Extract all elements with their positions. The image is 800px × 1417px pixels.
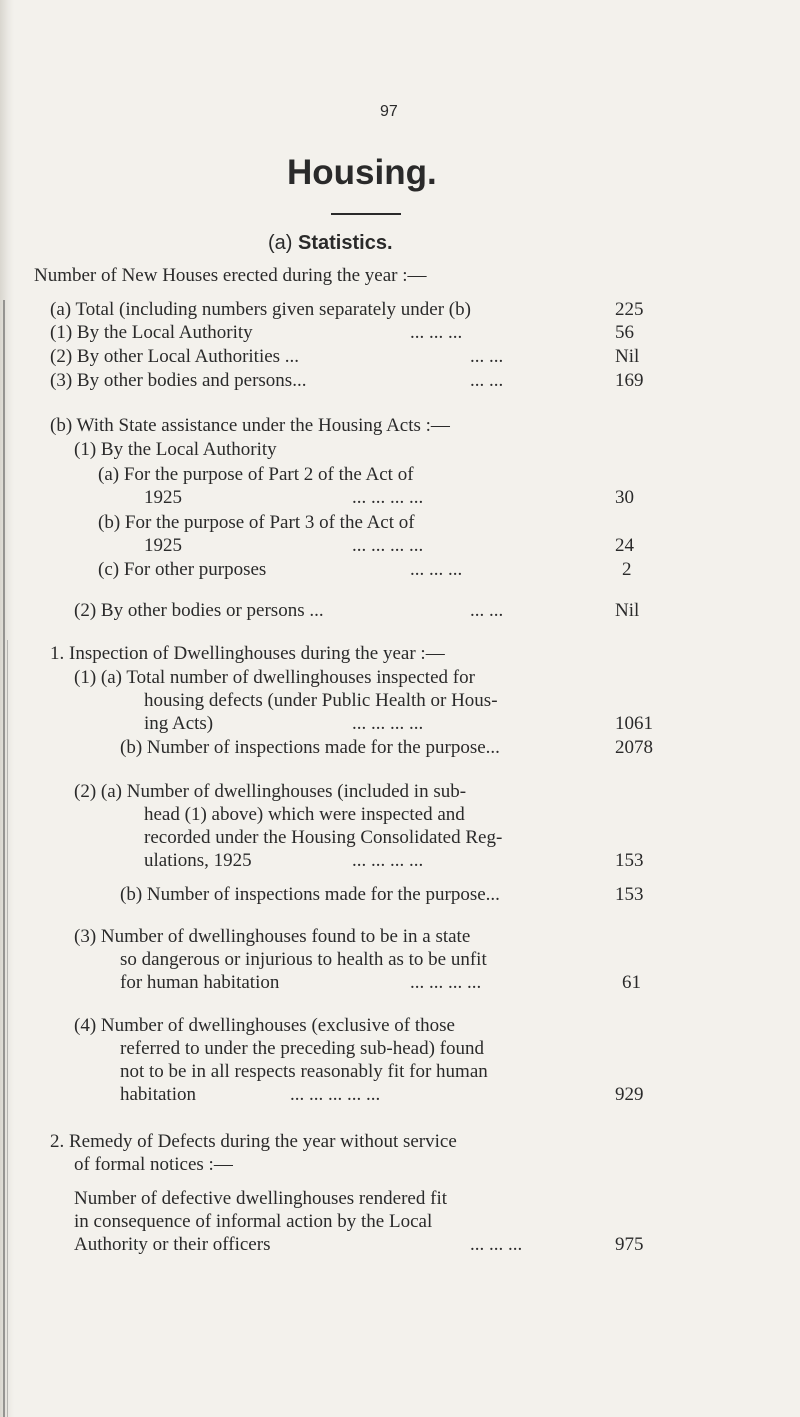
- inspection-value: 153: [615, 850, 644, 871]
- inspection-line: habitation: [120, 1084, 196, 1105]
- item-label: (2) By other Local Authorities ...: [50, 346, 300, 367]
- dot-leader: ... ... ...: [470, 1234, 523, 1255]
- inspection-line: (2) (a) Number of dwellinghouses (included in sub-: [74, 781, 467, 802]
- dot-leader: ... ...: [470, 370, 504, 391]
- state-assistance-intro: (b) With State assistance under the Housing Acts :—: [50, 415, 450, 436]
- inspection-line: (1) (a) Total number of dwellinghouses inspected for: [74, 667, 475, 688]
- inspection-line: so dangerous or injurious to health as to be unfit: [120, 949, 487, 970]
- dot-leader: ... ... ... ...: [352, 487, 424, 508]
- dot-leader: ... ... ... ... ...: [290, 1084, 381, 1105]
- state-item-value: 2: [622, 559, 632, 580]
- remedy-heading-line: 2. Remedy of Defects during the year without service: [50, 1131, 457, 1152]
- other-bodies-label: (2) By other bodies or persons ...: [74, 600, 324, 621]
- page-number: 97: [380, 103, 398, 120]
- state-item-line: (c) For other purposes: [98, 559, 267, 580]
- inspection-line: (3) Number of dwellinghouses found to be in a state: [74, 926, 471, 947]
- inspection-line: (4) Number of dwellinghouses (exclusive of those: [74, 1015, 455, 1036]
- state-item-year: 1925: [144, 535, 182, 556]
- dot-leader: ... ...: [470, 346, 504, 367]
- total-value: 225: [615, 299, 644, 320]
- item-label: (3) By other bodies and persons...: [50, 370, 307, 391]
- inspection-value: 929: [615, 1084, 644, 1105]
- remedy-value: 975: [615, 1234, 644, 1255]
- state-local-authority: (1) By the Local Authority: [74, 439, 277, 460]
- other-bodies-value: Nil: [615, 600, 640, 621]
- inspection-line: housing defects (under Public Health or Hous-: [144, 690, 498, 711]
- remedy-line: in consequence of informal action by the Local: [74, 1211, 433, 1232]
- state-item-value: 24: [615, 535, 634, 556]
- dot-leader: ... ... ... ...: [352, 535, 424, 556]
- inspection-value: 61: [622, 972, 641, 993]
- dot-leader: ... ... ...: [410, 559, 463, 580]
- state-item-line: (b) For the purpose of Part 3 of the Act of: [98, 512, 415, 533]
- inspection-line: recorded under the Housing Consolidated Reg-: [144, 827, 503, 848]
- section-heading-text: Statistics.: [298, 232, 393, 254]
- remedy-line: Authority or their officers: [74, 1234, 271, 1255]
- dot-leader: ... ... ... ...: [410, 972, 482, 993]
- inspection-line: ing Acts): [144, 713, 214, 734]
- inspection-line: referred to under the preceding sub-head) found: [120, 1038, 485, 1059]
- binding-edge-line: [7, 640, 8, 1417]
- inspection-value: 2078: [615, 737, 653, 758]
- inspection-value: 1061: [615, 713, 653, 734]
- inspection-line: for human habitation: [120, 972, 280, 993]
- inspection-line: ulations, 1925: [144, 850, 252, 871]
- inspection-value: 153: [615, 884, 644, 905]
- section-heading-prefix: (a): [268, 232, 293, 254]
- total-label: (a) Total (including numbers given separately under (b): [50, 299, 471, 320]
- remedy-heading-line: of formal notices :—: [74, 1154, 233, 1175]
- binding-edge-line: [3, 300, 5, 1417]
- new-houses-intro: Number of New Houses erected during the year :—: [34, 265, 427, 286]
- dot-leader: ... ... ... ...: [352, 713, 424, 734]
- dot-leader: ... ...: [470, 600, 504, 621]
- remedy-line: Number of defective dwellinghouses rendered fit: [74, 1188, 448, 1209]
- state-item-line: (a) For the purpose of Part 2 of the Act of: [98, 464, 414, 485]
- item-value: Nil: [615, 346, 640, 367]
- inspection-line: head (1) above) which were inspected and: [144, 804, 465, 825]
- inspection-heading: 1. Inspection of Dwellinghouses during the year :—: [50, 643, 445, 664]
- item-label: (1) By the Local Authority: [50, 322, 253, 343]
- state-item-value: 30: [615, 487, 634, 508]
- section-heading: [268, 232, 393, 254]
- inspection-line: (b) Number of inspections made for the purpose...: [120, 737, 500, 758]
- item-value: 56: [615, 322, 634, 343]
- title-rule: [331, 213, 401, 215]
- inspection-line: (b) Number of inspections made for the purpose...: [120, 884, 500, 905]
- page-title: Housing.: [287, 153, 437, 192]
- dot-leader: ... ... ... ...: [352, 850, 424, 871]
- dot-leader: ... ... ...: [410, 322, 463, 343]
- inspection-line: not to be in all respects reasonably fit for human: [120, 1061, 488, 1082]
- item-value: 169: [615, 370, 644, 391]
- state-item-year: 1925: [144, 487, 182, 508]
